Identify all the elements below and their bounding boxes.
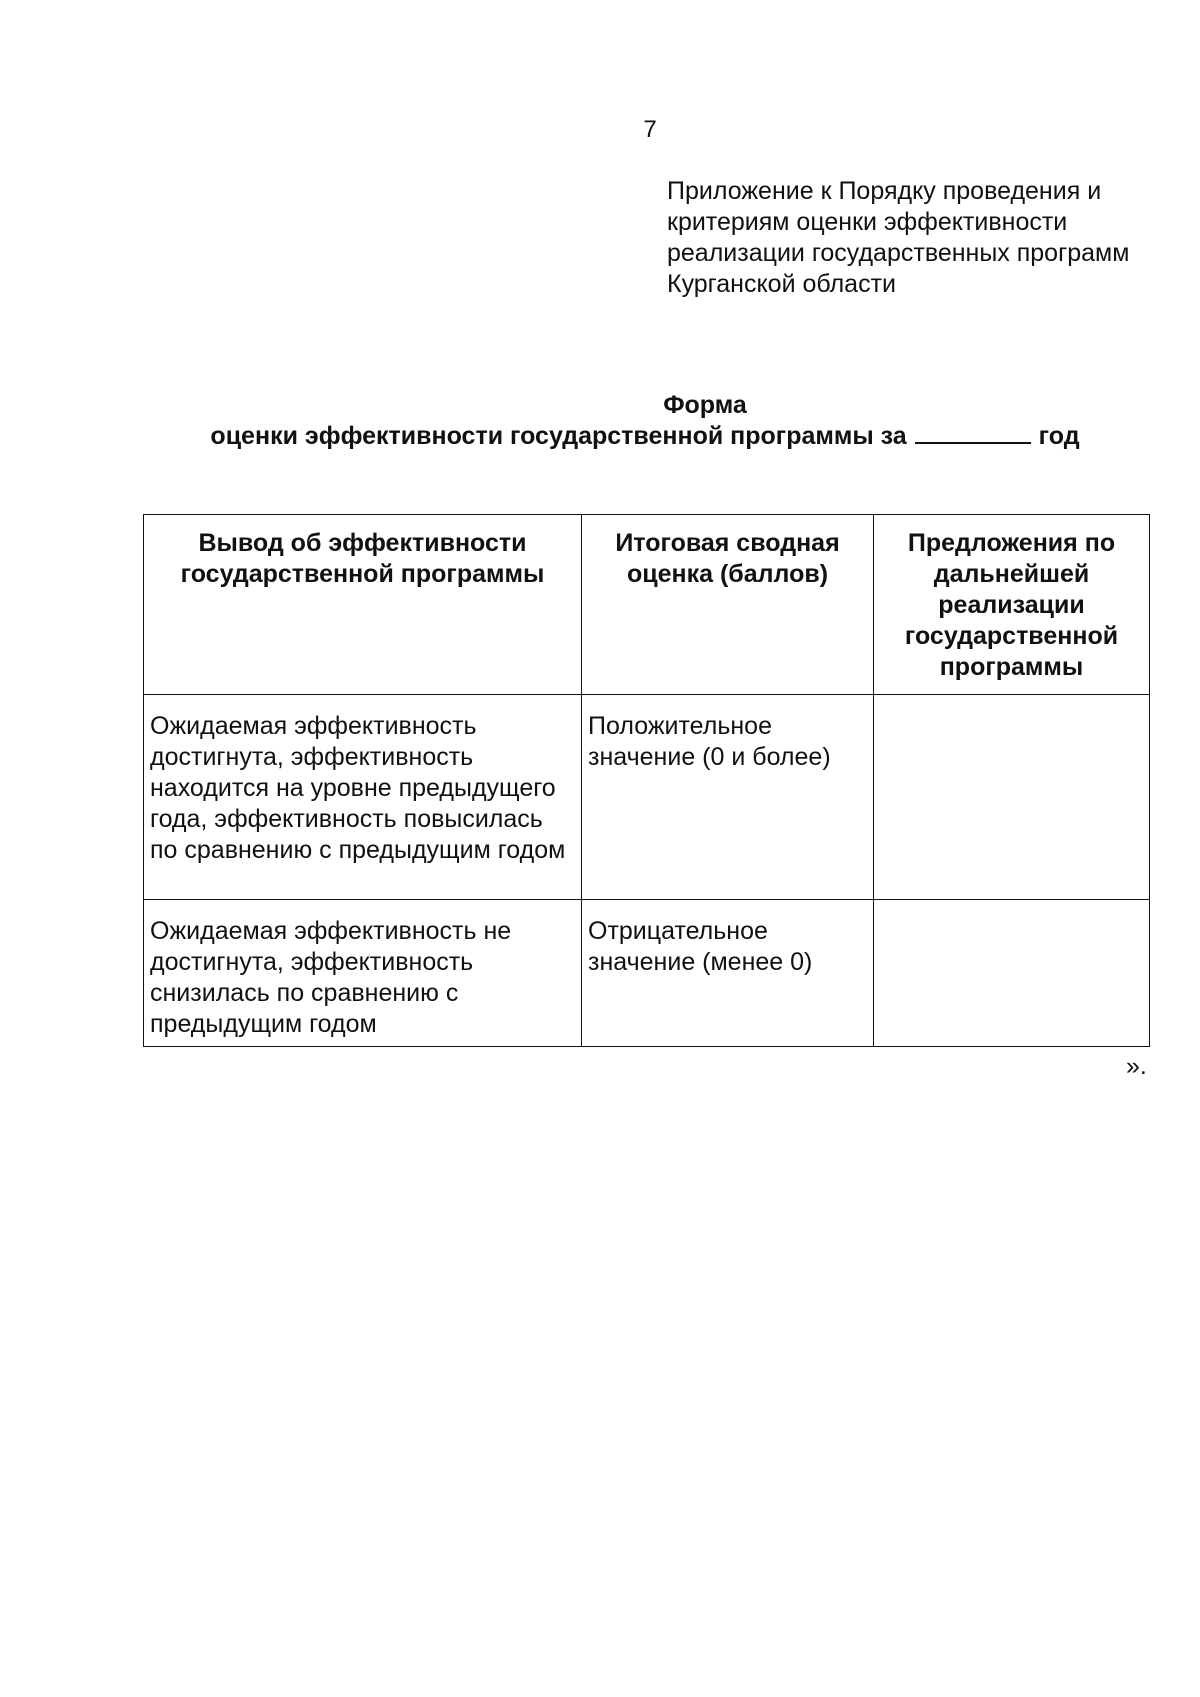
form-title-line2 [210, 421, 1079, 452]
appendix-line: критериям оценки эффективности [667, 208, 1068, 236]
form-title-prefix: оценки эффективности государственной программы за [210, 422, 907, 450]
cell-score: Отрицательное значение (менее 0) [582, 900, 874, 1047]
form-title [140, 390, 1150, 452]
evaluation-table [143, 514, 1150, 1047]
closing-quote-mark: ». [1126, 1052, 1147, 1080]
form-title-line1: Форма [663, 391, 747, 419]
appendix-line: Приложение к Порядку проведения и [667, 177, 1102, 205]
appendix-line: реализации государственных программ [667, 239, 1130, 267]
header-conclusion: Вывод об эффективности государственной программы [144, 515, 582, 695]
cell-proposals [874, 900, 1150, 1047]
appendix-line: Курганской области [667, 270, 897, 298]
appendix-note [667, 176, 1187, 300]
table-header-row [144, 515, 1150, 695]
cell-conclusion: Ожидаемая эффективность не достигнута, эффективность снизилась по сравнению с предыдущим годом [144, 900, 582, 1047]
table-row [144, 900, 1150, 1047]
cell-proposals [874, 695, 1150, 900]
header-proposals: Предложения по дальнейшей реализации государственной программы [874, 515, 1150, 695]
cell-conclusion: Ожидаемая эффективность достигнута, эффективность находится на уровне предыдущего года, эффективность повысилась по сравнению с предыдущим годом [144, 695, 582, 900]
table-row [144, 695, 1150, 900]
cell-score: Положительное значение (0 и более) [582, 695, 874, 900]
year-blank-line [915, 424, 1031, 444]
header-score: Итоговая сводная оценка (баллов) [582, 515, 874, 695]
form-title-suffix: год [1038, 422, 1080, 450]
page-number: 7 [643, 116, 657, 143]
